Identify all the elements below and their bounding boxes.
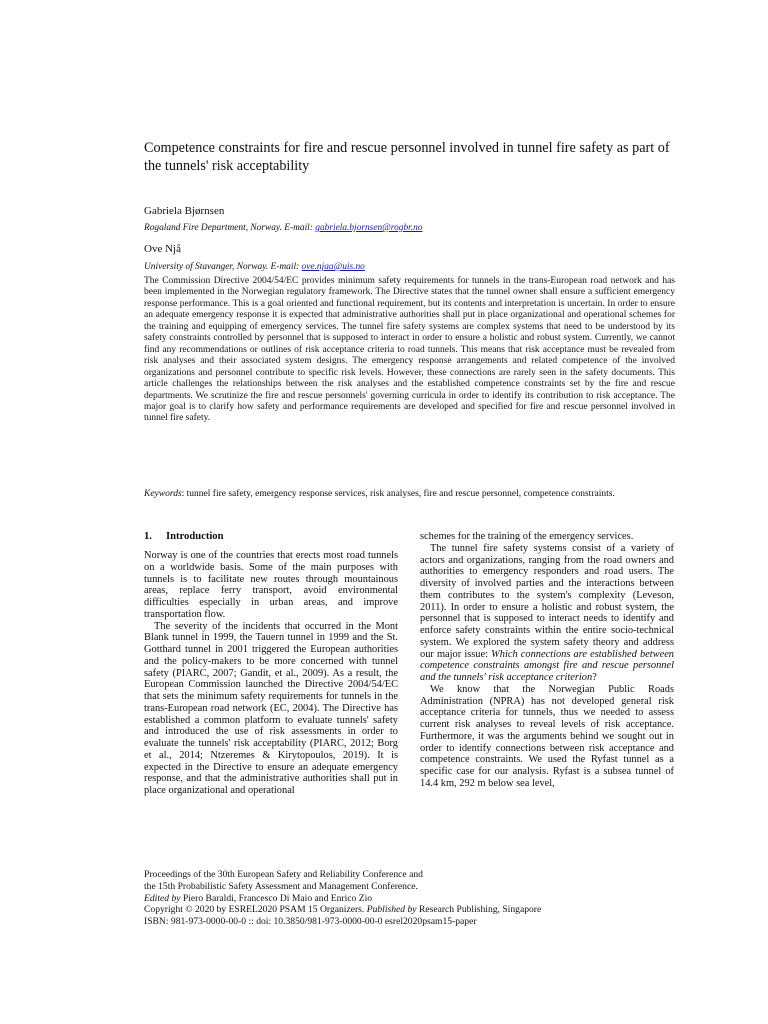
- section-heading: 1. Introduction: [144, 531, 224, 542]
- paragraph: Norway is one of the countries that erects most road tunnels on a worldwide basis. Some of the main purposes with tunnels is to facilitate new routes through mountainous areas, replace ferry transport, avoid environmental difficulties especially in urban areas, and improve transportation flow.: [144, 550, 398, 620]
- right-column: [420, 531, 674, 790]
- author-affiliation: Rogaland Fire Department, Norway. E-mail: gabriela.bjornsen@rogbr.no: [144, 223, 423, 233]
- keywords: Keywords: tunnel fire safety, emergency response services, risk analyses, fire and rescue personnel, competence constraints.: [144, 489, 615, 499]
- paper-title: Competence constraints for fire and rescue personnel involved in tunnel fire safety as part of the tunnels' risk acceptability: [144, 140, 670, 174]
- author-name: Gabriela Bjørnsen: [144, 205, 225, 217]
- author-affiliation: University of Stavanger, Norway. E-mail: ove.njaa@uis.no: [144, 262, 365, 272]
- paragraph: The tunnel fire safety systems consist of a variety of actors and organizations, ranging from the road owners and authorities to emergency responders and road users. The diversity of involved parties and the interactions between them contributes to the system's complexity (Leveson, 2011). In order to ensure a holistic and robust system, the personnel that is supposed to interact needs to identify and enforce safety constraints within the entire socio-technical system. We explored the system safety theory and address our major issue: Which connections are established between competence constraints amongst fire and rescue personnel and the tunnels' risk acceptance criterion?: [420, 542, 674, 683]
- email-link[interactable]: ove.njaa@uis.no: [301, 262, 365, 272]
- left-column: [144, 550, 398, 797]
- paragraph: schemes for the training of the emergency services.: [420, 531, 634, 542]
- abstract: The Commission Directive 2004/54/EC provides minimum safety requirements for tunnels in the trans-European road network and has been implemented in the Norwegian regulatory framework. The Directive states that the tunnel owner shall ensure a sufficient emergency response performance. This is a goal oriented and functional requirement, but its contents and interpretation is uncertain. In order to ensure an adequate emergency response it is expected that administrative authorities shall put in place organizational and operational schemes for the training and equipping of emergency services. The tunnel fire safety systems are complex systems that need to be understood by its safety constraints controlled by personnel that is supposed to interact in order to ensure a holistic and robust system. Currently, we cannot find any recommendations or outlines of risk acceptance criteria to road tunnels. This means that risk acceptance must be revealed from risk analyses and their associated system designs. The emergency response arrangements and related competence of the involved organizations and personnel contribute to specific risk levels. However, these connections are rarely seen in the safety documents. This article challenges the relationships between the risk analyses and the established competence constraints set by the fire and rescue departments. We scrutinize the fire and rescue personnels' governing curricula in order to identify its contribution to risk acceptance. The major goal is to clarify how safety and performance requirements are developed and specified for fire and rescue personnel involved in tunnel fire safety.: [144, 276, 675, 424]
- paragraph: The severity of the incidents that occurred in the Mont Blank tunnel in 1999, the Tauern tunnel in 1999 and the St. Gotthard tunnel in 2001 triggered the European authorities and the policy-makers to be more concerned with tunnel safety (PIARC, 2007; Gandit, et al., 2009). As a result, the European Commission launched the Directive 2004/54/EC that sets the minimum safety requirements for tunnels in the trans-European road network (EC, 2004). The Directive has established a common platform to evaluate tunnels' safety and introduced the use of risk assessments in order to evaluate the tunnels' risk acceptability (PIARC, 2012; Borg et al., 2014; Ntzeremes & Kirytopoulos, 2019). It is expected in the Directive to ensure an adequate emergency response, and that the administrative authorities shall put in place organizational and operational: [144, 620, 398, 796]
- email-link[interactable]: gabriela.bjornsen@rogbr.no: [315, 223, 423, 233]
- paragraph: We know that the Norwegian Public Roads Administration (NPRA) has not developed general risk acceptance criteria for tunnels, thus we needed to assess current risk analyses to reveal levels of risk acceptance. Furthermore, it was the arguments behind we sought out in order to identify connections between risk acceptance and competence constraints. We used the Ryfast tunnel as a specific case for our analysis. Ryfast is a subsea tunnel of 14.4 km, 292 m below sea level,: [420, 683, 674, 789]
- proceedings-footer: Proceedings of the 30th European Safety and Reliability Conference and the 15th Probabilistic Safety Assessment and Management Conference. Edited by Piero Baraldi, Francesco Di Maio and Enrico Zio Copyright © 2020 by ESREL2020 PSAM 15 Organizers. Published by Research Publishing, Singapore ISBN: 981-973-0000-00-0 :: doi: 10.3850/981-973-0000-00-0 esrel2020psam15-paper: [144, 869, 542, 928]
- keywords-label: Keywords: [144, 489, 182, 499]
- author-name: Ove Njå: [144, 243, 181, 255]
